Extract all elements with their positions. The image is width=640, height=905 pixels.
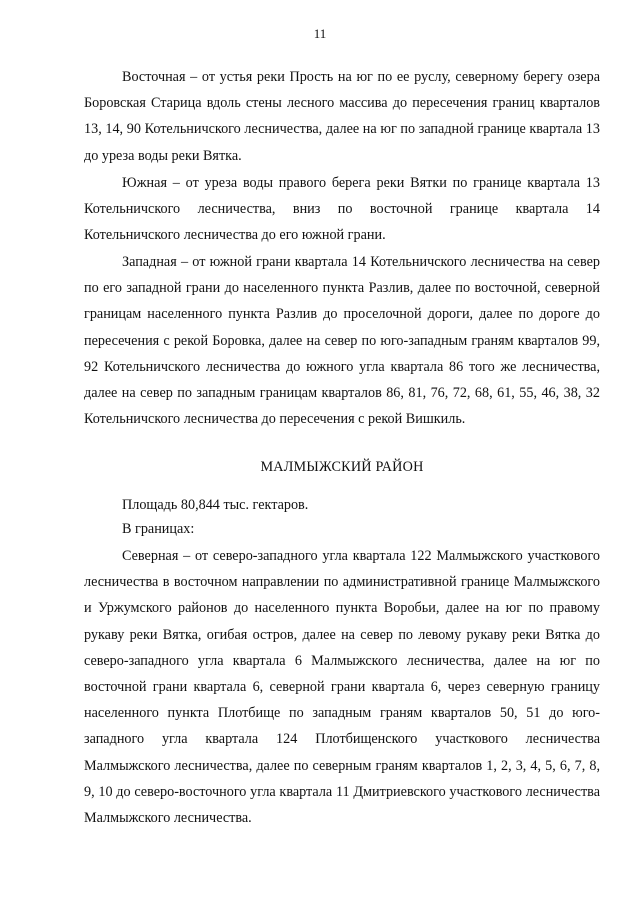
district-heading-block: [84, 454, 600, 480]
west-border-text: Западная – от южной грани квартала 14 Котельничского лесничества на север по его западной грани до населенного пункта Разлив, далее по восточной, северной границам населенного пункта Разлив до проселочной дороги, далее по дороге до пересечения с рекой Боровка, далее на север по юго-западным граням кварталов 99, 92 Котельничского лесничества до южного угла квартала 86 того же лесничества, далее на север по западным границам кварталов 86, 81, 76, 72, 68, 61, 55, 46, 38, 32 Котельничского лесничества до пересечения с рекой Вишкиль.: [84, 254, 600, 428]
district-heading: МАЛМЫЖСКИЙ РАЙОН: [260, 459, 424, 475]
south-border-paragraph: [84, 170, 600, 249]
borders-line: В границах:: [122, 521, 195, 537]
east-border-paragraph: [84, 64, 600, 169]
page-number: 11: [313, 26, 327, 41]
north-border-text: Северная – от северо-западного угла квартала 122 Малмыжского участкового лесничества в восточном направлении по административной границе Малмыжского и Уржумского районов до населенного пункта Воробьи, далее на юг по правому рукаву реки Вятка, огибая остров, далее на север по левому рукаву реки Вятка до северо-западного угла квартала 6 Малмыжского лесничества, далее на юг по восточной грани квартала 6, северной грани квартала 6, через северную границу населенного пункта Плотбище по западным граням кварталов 50, 51 до юго-западного угла квартала 124 Плотбищенского участкового лесничества Малмыжского лесничества, далее по северным граням кварталов 1, 2, 3, 4, 5, 6, 7, 8, 9, 10 до северо-восточного угла квартала 11 Дмитриевского участкового лесничества Малмыжского лесничества.: [84, 548, 600, 827]
east-border-text: Восточная – от устья реки Прость на юг по ее руслу, северному берегу озера Боровская Старица вдоль стены лесного массива до пересечения границ кварталов 13, 14, 90 Котельничского лесничества, далее на юг по западной границе квартала 13 до уреза воды реки Вятка.: [84, 69, 600, 164]
north-border-paragraph: [84, 543, 600, 831]
area-line: Площадь 80,844 тыс. гектаров.: [122, 497, 309, 513]
south-border-text: Южная – от уреза воды правого берега реки Вятки по границе квартала 13 Котельничского лесничества, вниз по восточной границе квартала 14 Котельничского лесничества до его южной грани.: [84, 175, 600, 244]
borders-line-block: [84, 516, 600, 542]
area-line-block: [84, 492, 600, 518]
west-border-paragraph: [84, 249, 600, 432]
